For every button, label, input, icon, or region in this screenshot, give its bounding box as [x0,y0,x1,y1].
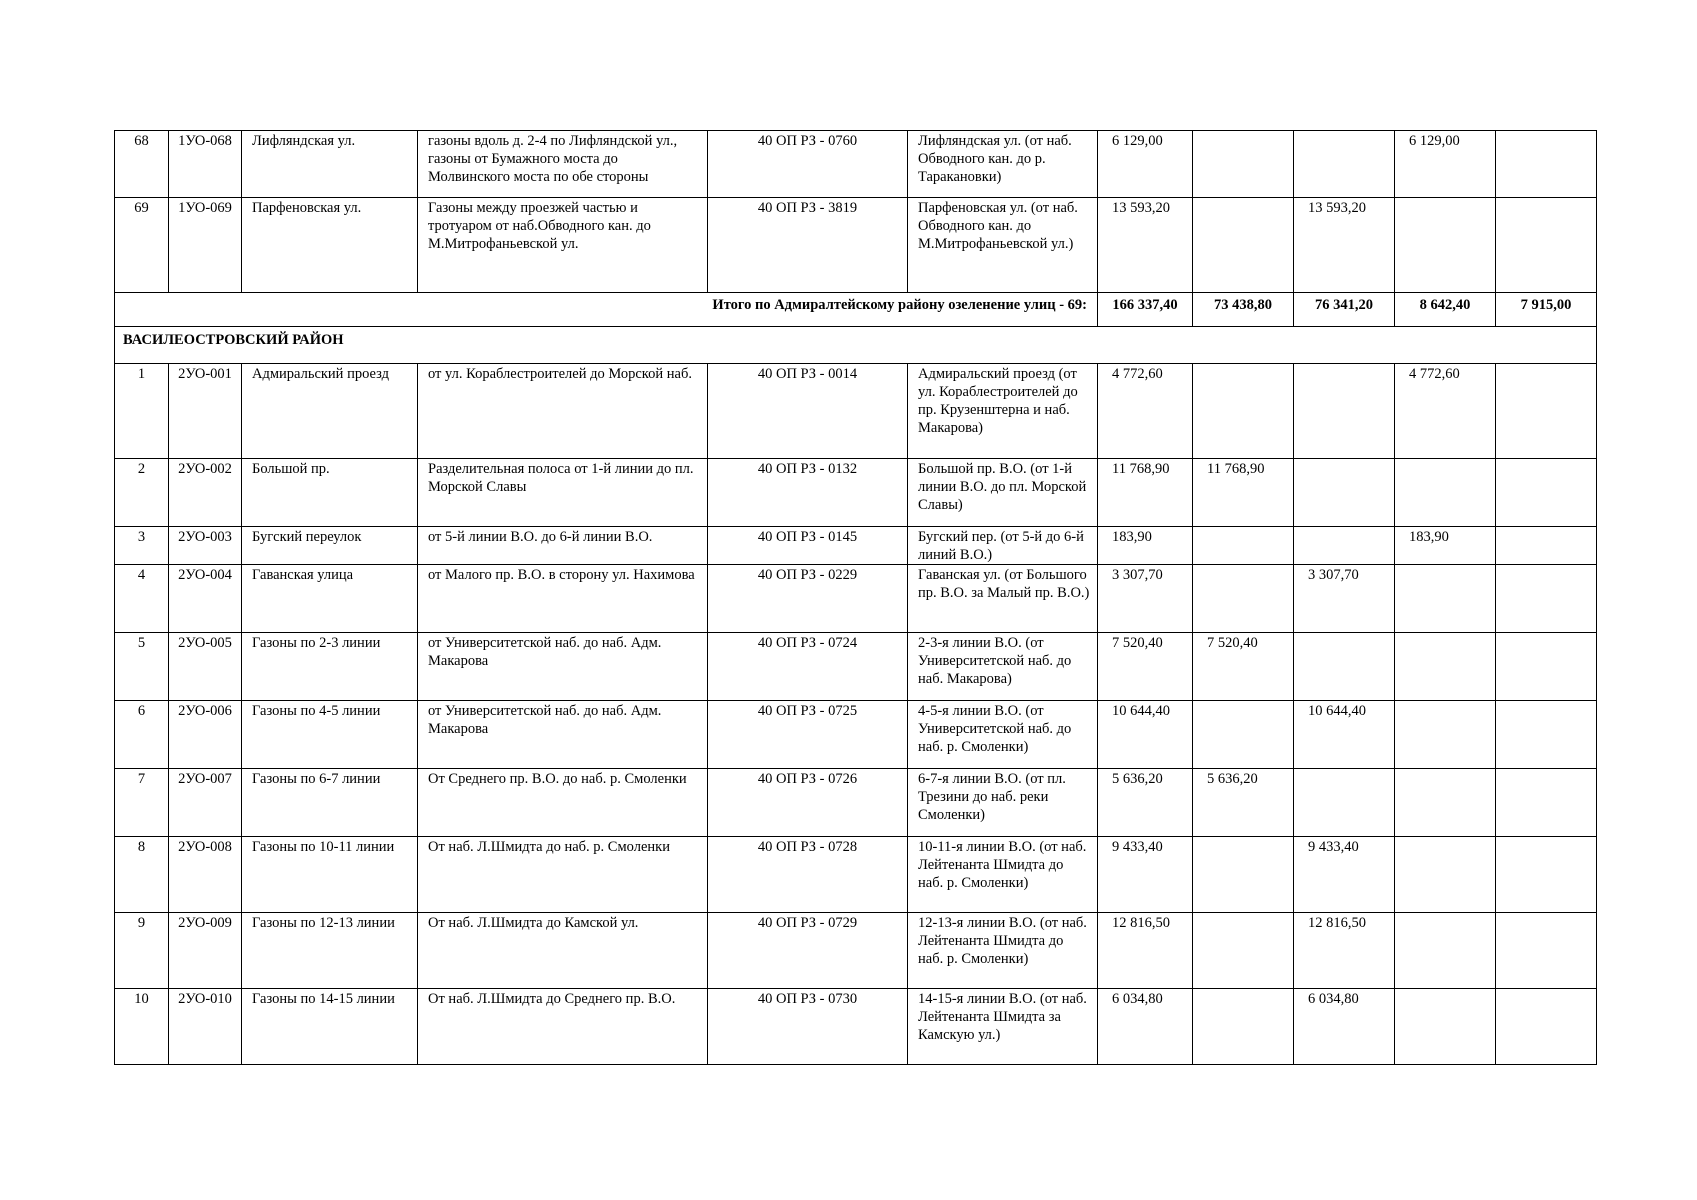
road-description: Большой пр. В.О. (от 1-й линии В.О. до пл. Морской Славы) [908,459,1098,527]
street-name: Большой пр. [242,459,418,527]
value-col-4 [1395,198,1496,293]
table-row [115,131,1597,198]
value-col-3: 10 644,40 [1294,701,1395,769]
street-name: Газоны по 14-15 линии [242,989,418,1065]
table-row [115,769,1597,837]
row-code: 2УО-008 [169,837,242,913]
greening-description: от Университетской наб. до наб. Адм. Макарова [418,701,708,769]
row-number: 8 [115,837,169,913]
street-name: Газоны по 6-7 линии [242,769,418,837]
row-number: 2 [115,459,169,527]
row-number: 9 [115,913,169,989]
value-total: 3 307,70 [1098,565,1193,633]
street-name: Гаванская улица [242,565,418,633]
row-number: 10 [115,989,169,1065]
road-description: 14-15-я линии В.О. (от наб. Лейтенанта Шмидта за Камскую ул.) [908,989,1098,1065]
street-name: Лифляндская ул. [242,131,418,198]
registry-number: 40 ОП РЗ - 0728 [708,837,908,913]
table-row [115,459,1597,527]
greening-description: От наб. Л.Шмидта до наб. р. Смоленки [418,837,708,913]
total-row [115,293,1597,327]
total-value-1: 166 337,40 [1098,293,1193,327]
greening-description: газоны вдоль д. 2-4 по Лифляндской ул., газоны от Бумажного моста до Молвинского моста по обе стороны [418,131,708,198]
value-col-2 [1193,989,1294,1065]
table-row [115,364,1597,459]
value-col-2 [1193,527,1294,565]
value-col-5 [1496,527,1597,565]
value-col-4 [1395,913,1496,989]
value-total: 4 772,60 [1098,364,1193,459]
street-name: Газоны по 12-13 линии [242,913,418,989]
value-total: 7 520,40 [1098,633,1193,701]
greening-description: от ул. Кораблестроителей до Морской наб. [418,364,708,459]
row-number: 69 [115,198,169,293]
value-col-5 [1496,769,1597,837]
value-total: 10 644,40 [1098,701,1193,769]
row-number: 5 [115,633,169,701]
row-code: 2УО-002 [169,459,242,527]
row-code: 2УО-009 [169,913,242,989]
value-col-2: 11 768,90 [1193,459,1294,527]
road-description: 2-3-я линии В.О. (от Университетской наб. до наб. Макарова) [908,633,1098,701]
value-col-5 [1496,131,1597,198]
row-number: 68 [115,131,169,198]
total-value-4: 8 642,40 [1395,293,1496,327]
value-col-3 [1294,769,1395,837]
value-col-5 [1496,364,1597,459]
row-code: 2УО-007 [169,769,242,837]
row-code: 2УО-006 [169,701,242,769]
greening-description: Газоны между проезжей частью и тротуаром от наб.Обводного кан. до М.Митрофаньевской ул. [418,198,708,293]
value-col-3 [1294,633,1395,701]
registry-number: 40 ОП РЗ - 0760 [708,131,908,198]
row-code: 2УО-010 [169,989,242,1065]
value-col-3 [1294,131,1395,198]
value-col-2: 5 636,20 [1193,769,1294,837]
registry-number: 40 ОП РЗ - 0726 [708,769,908,837]
street-name: Газоны по 2-3 линии [242,633,418,701]
table-row [115,198,1597,293]
value-col-2: 7 520,40 [1193,633,1294,701]
row-code: 1УО-068 [169,131,242,198]
greening-description: От Среднего пр. В.О. до наб. р. Смоленки [418,769,708,837]
registry-number: 40 ОП РЗ - 0014 [708,364,908,459]
value-col-4 [1395,633,1496,701]
road-description: Гаванская ул. (от Большого пр. В.О. за Малый пр. В.О.) [908,565,1098,633]
value-col-3 [1294,527,1395,565]
table-body-admiralteysky [115,131,1597,293]
total-value-2: 73 438,80 [1193,293,1294,327]
registry-number: 40 ОП РЗ - 0229 [708,565,908,633]
value-total: 11 768,90 [1098,459,1193,527]
street-name: Газоны по 4-5 линии [242,701,418,769]
street-name: Газоны по 10-11 линии [242,837,418,913]
road-description: Парфеновская ул. (от наб. Обводного кан. до М.Митрофаньевской ул.) [908,198,1098,293]
document-page [114,130,1597,1065]
section-title: ВАСИЛЕОСТРОВСКИЙ РАЙОН [115,327,1597,364]
table-row [115,565,1597,633]
greening-description: От наб. Л.Шмидта до Камской ул. [418,913,708,989]
row-code: 2УО-001 [169,364,242,459]
row-number: 4 [115,565,169,633]
row-number: 6 [115,701,169,769]
value-col-2 [1193,198,1294,293]
road-description: 12-13-я линии В.О. (от наб. Лейтенанта Шмидта до наб. р. Смоленки) [908,913,1098,989]
registry-number: 40 ОП РЗ - 0725 [708,701,908,769]
value-col-2 [1193,131,1294,198]
greening-description: Разделительная полоса от 1-й линии до пл. Морской Славы [418,459,708,527]
value-col-2 [1193,913,1294,989]
table-row [115,701,1597,769]
registry-number: 40 ОП РЗ - 3819 [708,198,908,293]
street-name: Адмиральский проезд [242,364,418,459]
total-label: Итого по Адмиралтейскому району озеленение улиц - 69: [115,293,1098,327]
value-col-3: 13 593,20 [1294,198,1395,293]
section-row [115,327,1597,364]
table-body-vasileostrovsky [115,364,1597,1065]
value-col-2 [1193,837,1294,913]
value-total: 5 636,20 [1098,769,1193,837]
value-total: 9 433,40 [1098,837,1193,913]
road-description: Бугский пер. (от 5-й до 6-й линий В.О.) [908,527,1098,565]
value-col-2 [1193,565,1294,633]
row-code: 2УО-004 [169,565,242,633]
value-col-4 [1395,701,1496,769]
registry-number: 40 ОП РЗ - 0132 [708,459,908,527]
value-col-5 [1496,198,1597,293]
row-number: 7 [115,769,169,837]
greening-description: от Университетской наб. до наб. Адм. Макарова [418,633,708,701]
value-col-4: 6 129,00 [1395,131,1496,198]
value-col-4 [1395,565,1496,633]
registry-number: 40 ОП РЗ - 0145 [708,527,908,565]
value-col-4: 4 772,60 [1395,364,1496,459]
value-total: 12 816,50 [1098,913,1193,989]
value-total: 13 593,20 [1098,198,1193,293]
value-col-5 [1496,633,1597,701]
value-col-5 [1496,913,1597,989]
value-col-4: 183,90 [1395,527,1496,565]
value-col-3: 9 433,40 [1294,837,1395,913]
total-value-5: 7 915,00 [1496,293,1597,327]
value-total: 6 034,80 [1098,989,1193,1065]
road-description: 6-7-я линии В.О. (от пл. Трезини до наб. реки Смоленки) [908,769,1098,837]
value-total: 183,90 [1098,527,1193,565]
row-code: 1УО-069 [169,198,242,293]
value-col-4 [1395,459,1496,527]
row-number: 1 [115,364,169,459]
greening-description: от Малого пр. В.О. в сторону ул. Нахимова [418,565,708,633]
value-col-5 [1496,565,1597,633]
value-col-3: 6 034,80 [1294,989,1395,1065]
road-description: 4-5-я линии В.О. (от Университетской наб. до наб. р. Смоленки) [908,701,1098,769]
road-description: Адмиральский проезд (от ул. Кораблестроителей до пр. Крузенштерна и наб. Макарова) [908,364,1098,459]
table-row [115,837,1597,913]
row-code: 2УО-005 [169,633,242,701]
value-col-3: 3 307,70 [1294,565,1395,633]
registry-number: 40 ОП РЗ - 0730 [708,989,908,1065]
table-row [115,913,1597,989]
value-col-2 [1193,701,1294,769]
value-col-4 [1395,989,1496,1065]
table-row [115,989,1597,1065]
value-col-5 [1496,837,1597,913]
value-col-5 [1496,459,1597,527]
street-name: Парфеновская ул. [242,198,418,293]
value-col-3 [1294,459,1395,527]
greening-table [114,130,1597,1065]
value-col-5 [1496,989,1597,1065]
value-col-4 [1395,837,1496,913]
greening-description: от 5-й линии В.О. до 6-й линии В.О. [418,527,708,565]
street-name: Бугский переулок [242,527,418,565]
road-description: Лифляндская ул. (от наб. Обводного кан. до р. Таракановки) [908,131,1098,198]
registry-number: 40 ОП РЗ - 0724 [708,633,908,701]
table-row [115,527,1597,565]
registry-number: 40 ОП РЗ - 0729 [708,913,908,989]
row-code: 2УО-003 [169,527,242,565]
greening-description: От наб. Л.Шмидта до Среднего пр. В.О. [418,989,708,1065]
value-col-5 [1496,701,1597,769]
value-total: 6 129,00 [1098,131,1193,198]
value-col-2 [1193,364,1294,459]
row-number: 3 [115,527,169,565]
value-col-4 [1395,769,1496,837]
value-col-3 [1294,364,1395,459]
value-col-3: 12 816,50 [1294,913,1395,989]
total-value-3: 76 341,20 [1294,293,1395,327]
table-total [115,293,1597,364]
table-row [115,633,1597,701]
road-description: 10-11-я линии В.О. (от наб. Лейтенанта Шмидта до наб. р. Смоленки) [908,837,1098,913]
